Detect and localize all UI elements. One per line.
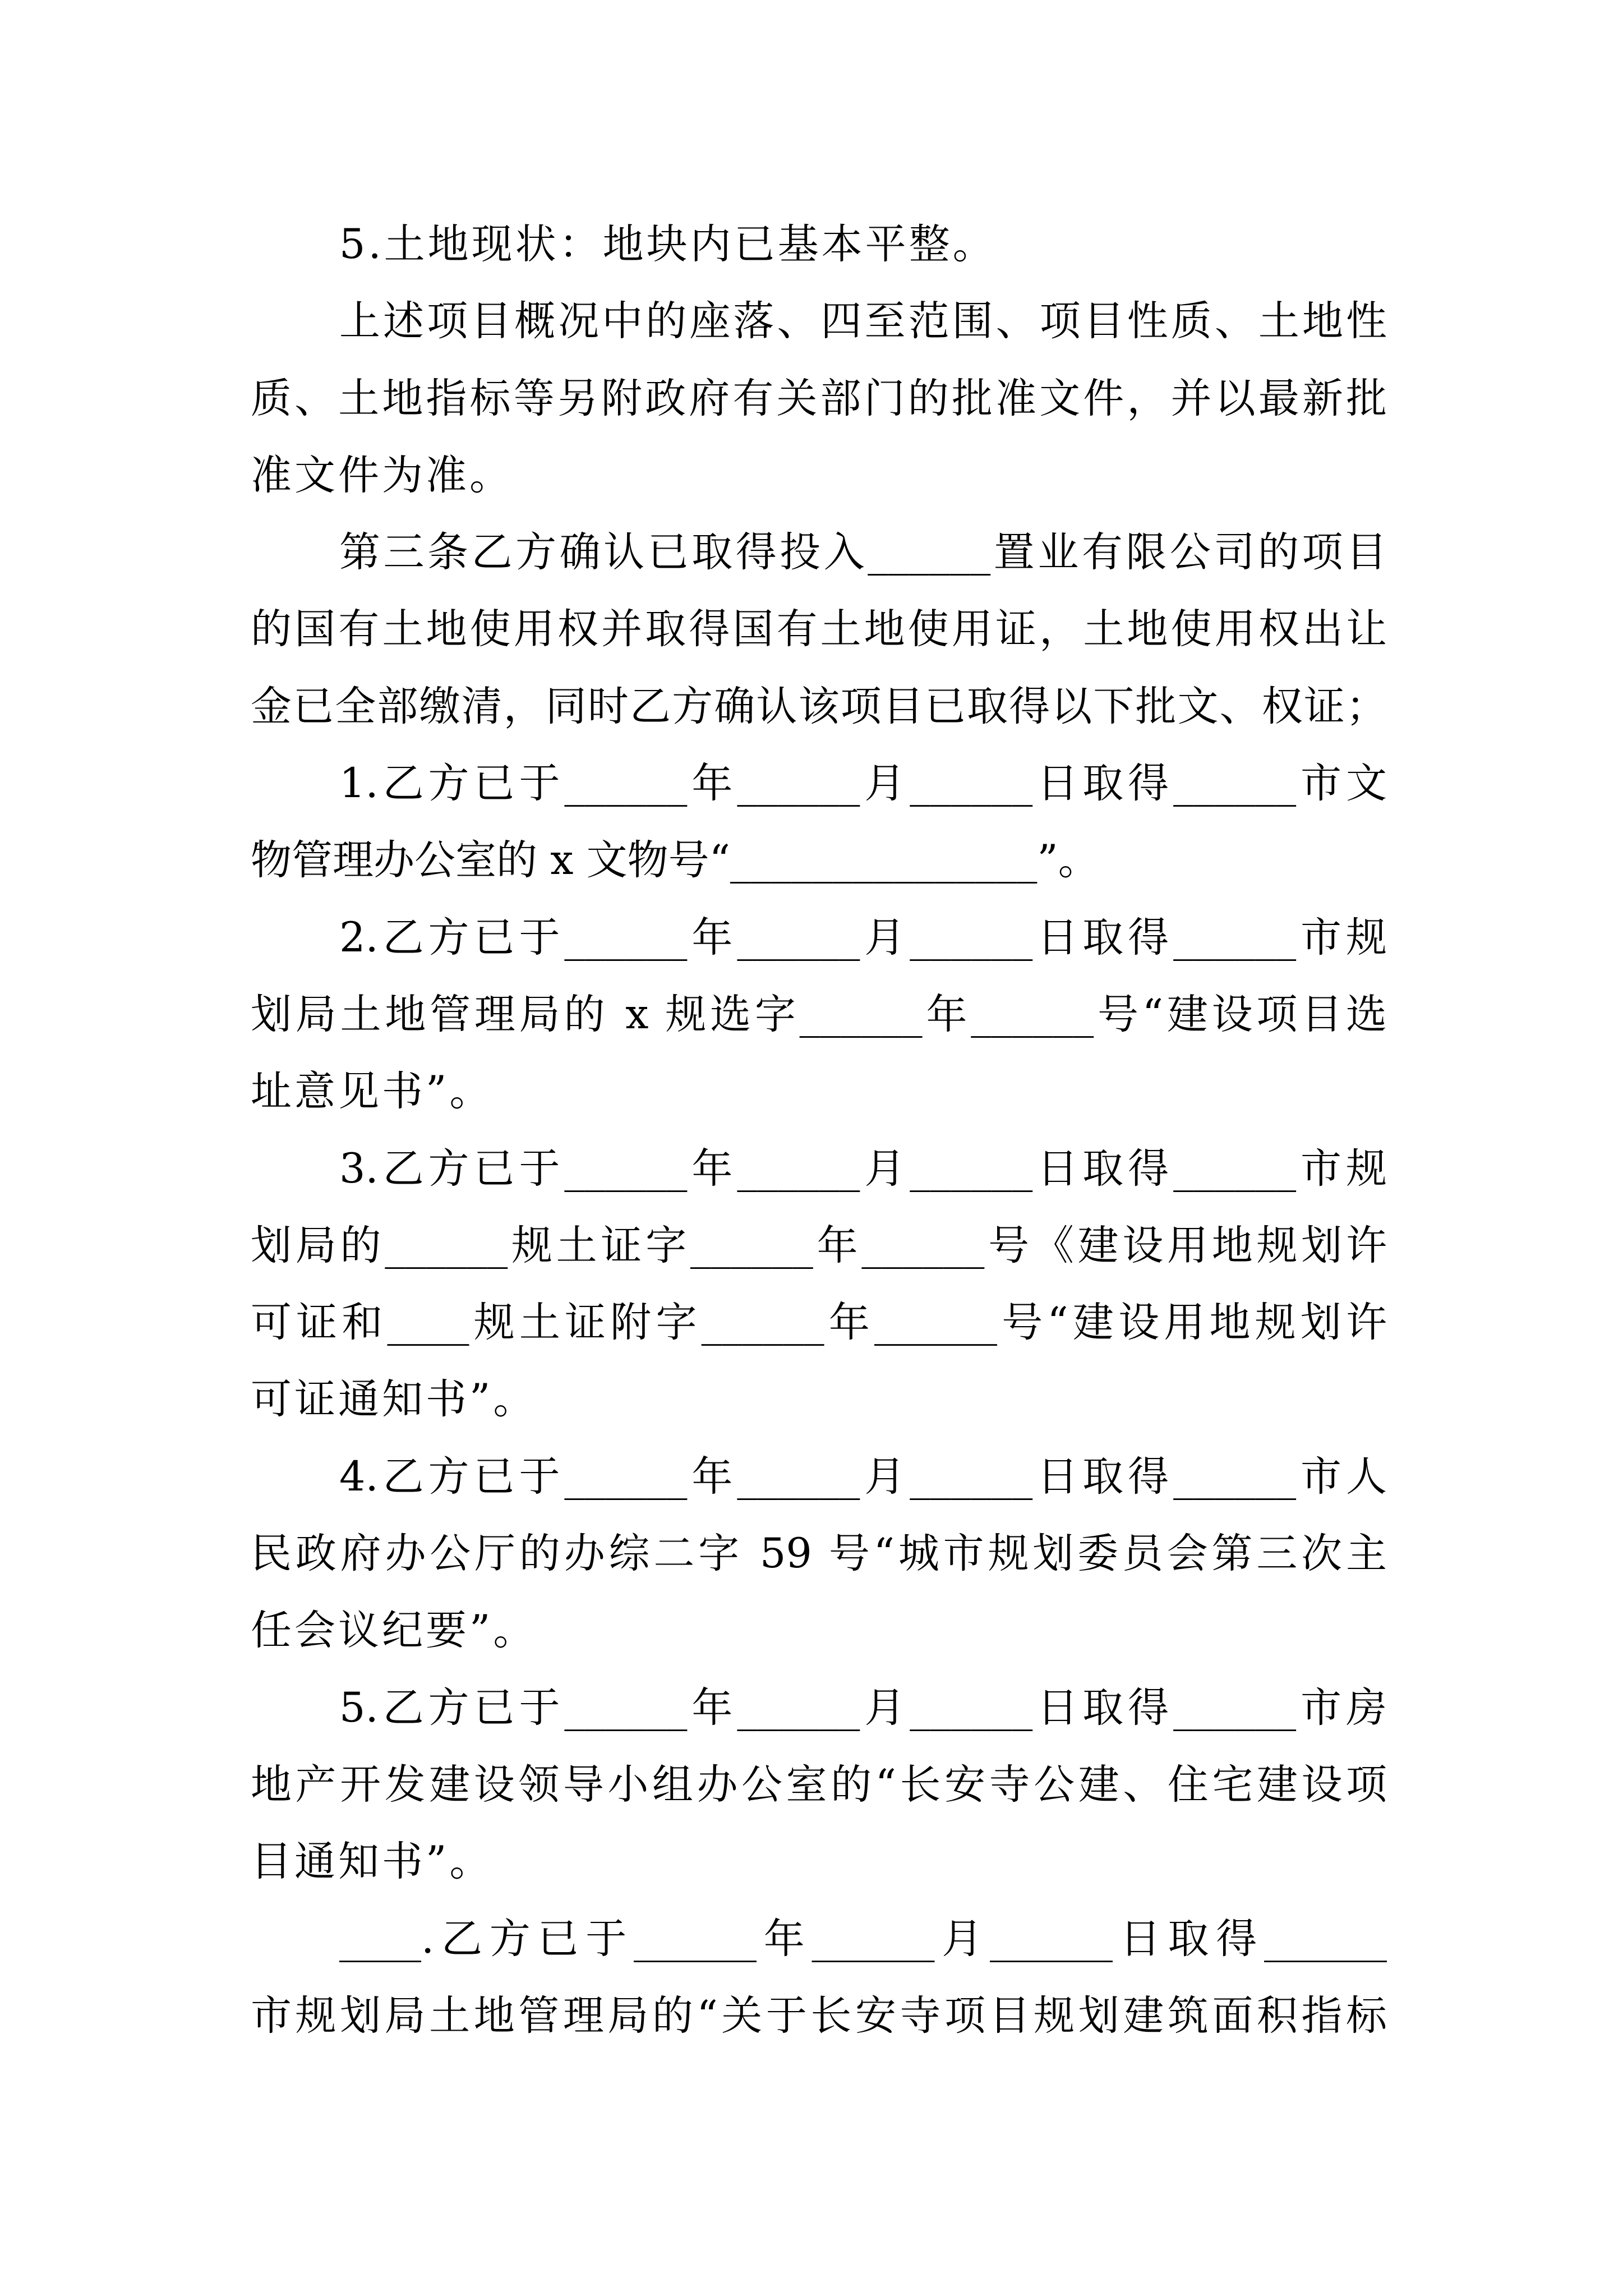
approval-item-5 xyxy=(251,1669,1387,1901)
text-line: 金已全部缴清，同时乙方确认该项目已取得以下批文、权证； xyxy=(251,682,1387,730)
approval-item-4 xyxy=(251,1438,1387,1669)
approval-item-1 xyxy=(251,745,1387,899)
text-line: 物管理办公室的 x 文物号“_______________”。 xyxy=(251,836,1099,885)
approval-item-3 xyxy=(251,1130,1387,1438)
text-line: 划局土地管理局的 x 规选字______年______号“建设项目选 xyxy=(251,990,1387,1038)
text-line: 任会议纪要”。 xyxy=(251,1607,537,1655)
land-status-item xyxy=(251,206,1387,283)
text-line: 划局的______规土证字______年______号《建设用地规划许 xyxy=(251,1221,1387,1269)
article-3-paragraph xyxy=(251,514,1387,745)
text-line: 5.土地现状：地块内已基本平整。 xyxy=(339,220,997,268)
text-line: 可证通知书”。 xyxy=(251,1375,537,1424)
text-line: ____.乙方已于______年______月______日取得______ xyxy=(339,1915,1387,1963)
text-line: 5.乙方已于______年______月______日取得______市房 xyxy=(339,1683,1387,1732)
text-line: 2.乙方已于______年______月______日取得______市规 xyxy=(339,913,1387,961)
text-line: 质、土地指标等另附政府有关部门的批准文件，并以最新批 xyxy=(251,374,1387,422)
text-line: 准文件为准。 xyxy=(251,451,513,499)
text-line: 的国有土地使用权并取得国有土地使用证，土地使用权出让 xyxy=(251,605,1387,654)
text-line: 3.乙方已于______年______月______日取得______市规 xyxy=(339,1144,1387,1193)
text-line: 民政府办公厅的办综二字 59 号“城市规划委员会第三次主 xyxy=(251,1530,1387,1578)
approval-item-unnumbered xyxy=(251,1901,1387,2055)
text-line: 址意见书”。 xyxy=(251,1068,494,1116)
project-overview-note xyxy=(251,283,1387,514)
text-line: 地产开发建设领导小组办公室的“长安寺公建、住宅建设项 xyxy=(251,1760,1387,1809)
text-line: 1.乙方已于______年______月______日取得______市文 xyxy=(339,760,1387,808)
text-line: 第三条乙方确认已取得投入______置业有限公司的项目 xyxy=(339,528,1387,577)
approval-item-2 xyxy=(251,899,1387,1130)
text-line: 上述项目概况中的座落、四至范围、项目性质、土地性 xyxy=(339,297,1387,346)
text-line: 4.乙方已于______年______月______日取得______市人 xyxy=(339,1452,1387,1501)
text-line: 目通知书”。 xyxy=(251,1838,494,1886)
text-line: 可证和____规土证附字______年______号“建设用地规划许 xyxy=(251,1299,1387,1347)
text-line: 市规划局土地管理局的“关于长安寺项目规划建筑面积指标 xyxy=(251,1991,1387,2040)
document-body xyxy=(251,206,1387,2054)
